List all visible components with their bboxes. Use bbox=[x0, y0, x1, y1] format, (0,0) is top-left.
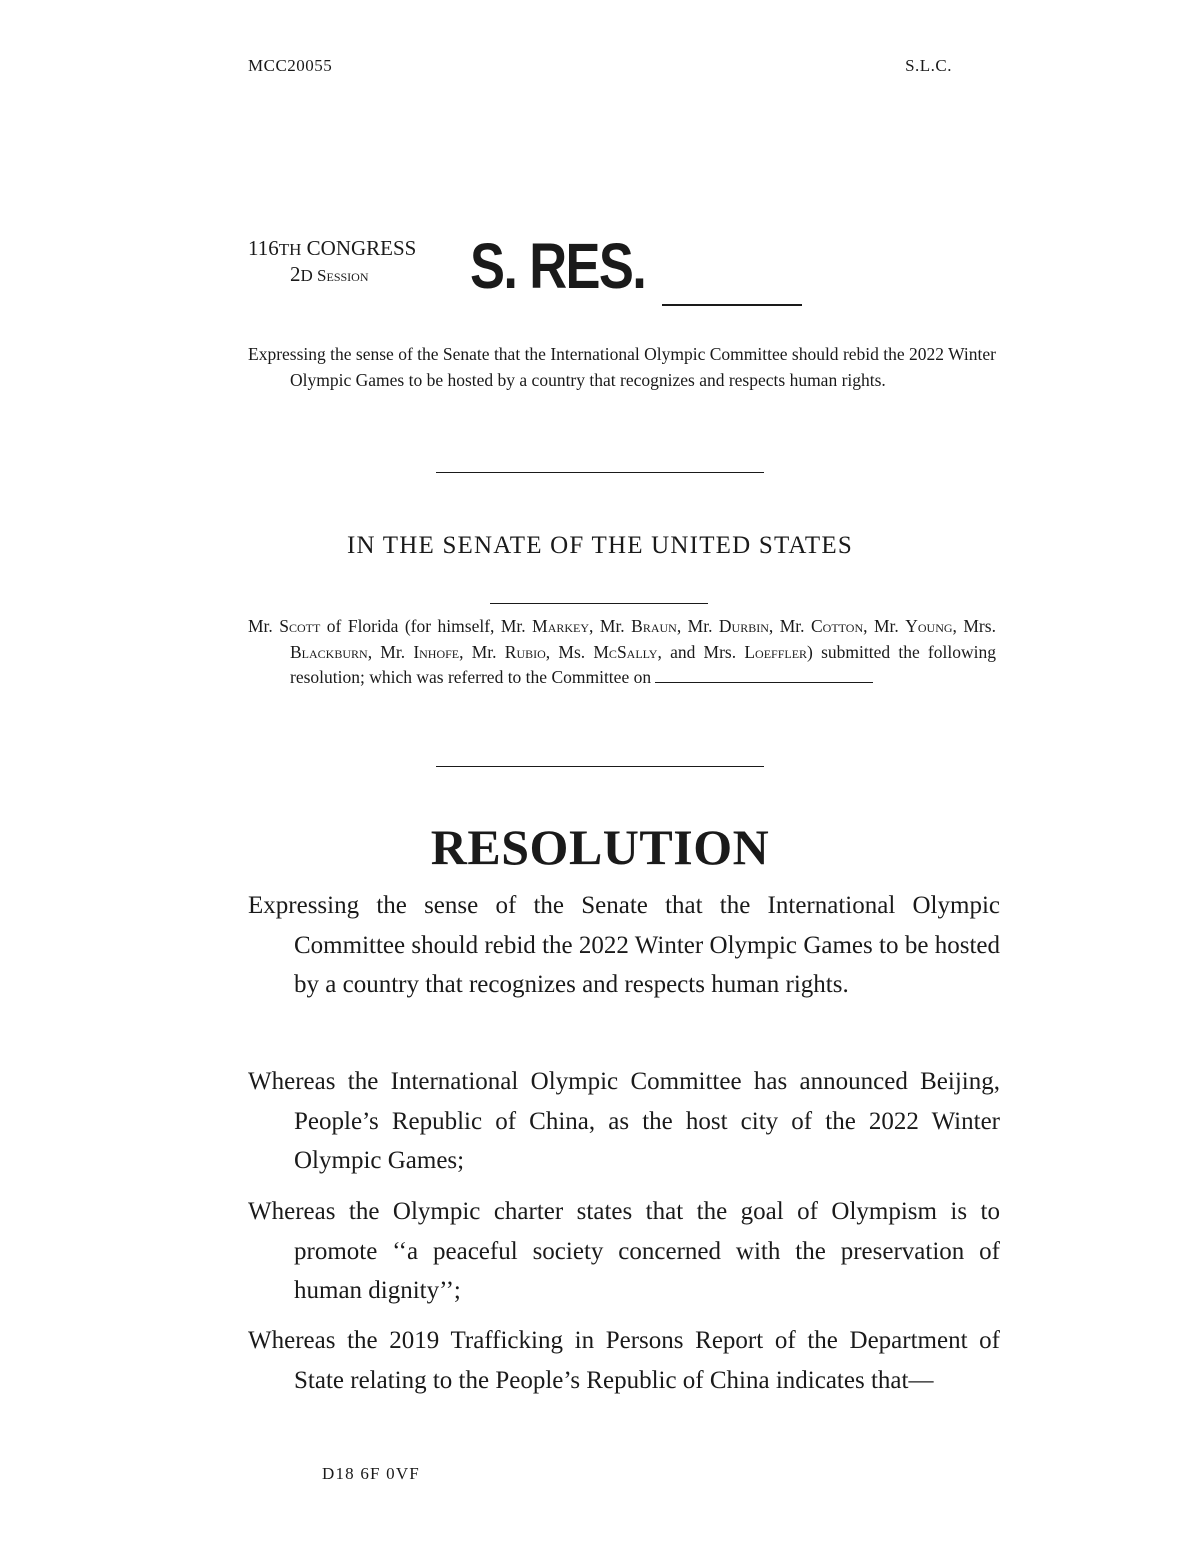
resolution-heading: RESOLUTION bbox=[430, 819, 770, 875]
sponsors-paragraph bbox=[248, 614, 996, 691]
sponsor-name: Inhofe bbox=[413, 641, 460, 662]
sponsor-text: , Mr. bbox=[768, 616, 811, 636]
sponsor-text: , and Mrs. bbox=[657, 641, 745, 662]
sponsor-name: Rubio bbox=[504, 641, 546, 662]
sponsor-text: , Mr. bbox=[589, 616, 632, 636]
congress-word: CONGRESS bbox=[306, 236, 417, 260]
whereas-clause-1: Whereas the International Olympic Committee has announced Beijing, People’s Republic of China, as the host city of the 2022 Winter Olympic Games; bbox=[248, 1068, 1000, 1174]
sponsor-name: Markey bbox=[532, 616, 590, 636]
office-code: S.L.C. bbox=[905, 56, 952, 75]
sponsor-text: of Florida (for himself, Mr. bbox=[320, 616, 533, 636]
whereas-clause-2: Whereas the Olympic charter states that the goal of Olympism is to promote ‘‘a peaceful society concerned with the preservation of human dignity’’; bbox=[248, 1198, 1000, 1304]
congress-number: 116 bbox=[248, 236, 279, 260]
sponsor-name: Durbin bbox=[718, 616, 769, 636]
bill-number-blank bbox=[662, 304, 802, 306]
sponsor-text: Mr. bbox=[248, 616, 280, 636]
session-word: Session bbox=[317, 266, 369, 285]
sponsor-text: , Ms. bbox=[545, 641, 594, 662]
session-suffix: D bbox=[300, 266, 313, 285]
sponsor-name: Scott bbox=[279, 616, 321, 636]
sponsor-text: , Mr. bbox=[676, 616, 719, 636]
sponsor-name: Sally bbox=[616, 641, 658, 662]
committee-blank bbox=[655, 666, 873, 683]
sponsor-name: Cotton bbox=[811, 616, 864, 636]
sponsor-text: , Mr. bbox=[367, 641, 414, 662]
divider-rule bbox=[436, 472, 764, 473]
divider-rule bbox=[436, 766, 764, 767]
divider-rule-short bbox=[490, 603, 708, 604]
sponsor-text: , Mrs. bbox=[952, 616, 996, 636]
chamber-heading: IN THE SENATE OF THE UNITED STATES bbox=[347, 532, 853, 559]
congress-number-suffix: TH bbox=[278, 240, 302, 259]
sponsor-name: Braun bbox=[631, 616, 677, 636]
whereas-clause-3: Whereas the 2019 Trafficking in Persons Report of the Department of State relating to the People’s Republic of China indicates that— bbox=[248, 1327, 1000, 1394]
congress-line bbox=[248, 236, 448, 262]
congress-session-block bbox=[248, 236, 448, 288]
sponsor-name: Loeffler bbox=[744, 641, 808, 662]
sponsor-text: , Mr. bbox=[459, 641, 505, 662]
sponsor-name: Young bbox=[905, 616, 953, 636]
document-id: MCC20055 bbox=[248, 56, 333, 75]
sponsor-text: , Mr. bbox=[863, 616, 906, 636]
title-paragraph: Expressing the sense of the Senate that the International Olympic Committee should rebid the 2022 Winter Olympic Games to be hosted by a country that recognizes and respects human rights. bbox=[248, 892, 1000, 998]
bill-designation: S. RES. bbox=[470, 230, 646, 302]
footer-code: D18 6F 0VF bbox=[322, 1464, 420, 1483]
session-line bbox=[248, 262, 448, 288]
sponsor-name: Mc bbox=[593, 641, 617, 662]
short-title: Expressing the sense of the Senate that the International Olympic Committee should rebid the 2022 Winter Olympic Games to be hosted by a country that recognizes and respects human rights. bbox=[248, 344, 996, 390]
sponsor-text: ) submitted the following resolution; which was referred to the Committee on bbox=[290, 641, 996, 687]
session-number: 2 bbox=[290, 262, 301, 286]
sponsor-name: Blackburn bbox=[290, 641, 368, 662]
